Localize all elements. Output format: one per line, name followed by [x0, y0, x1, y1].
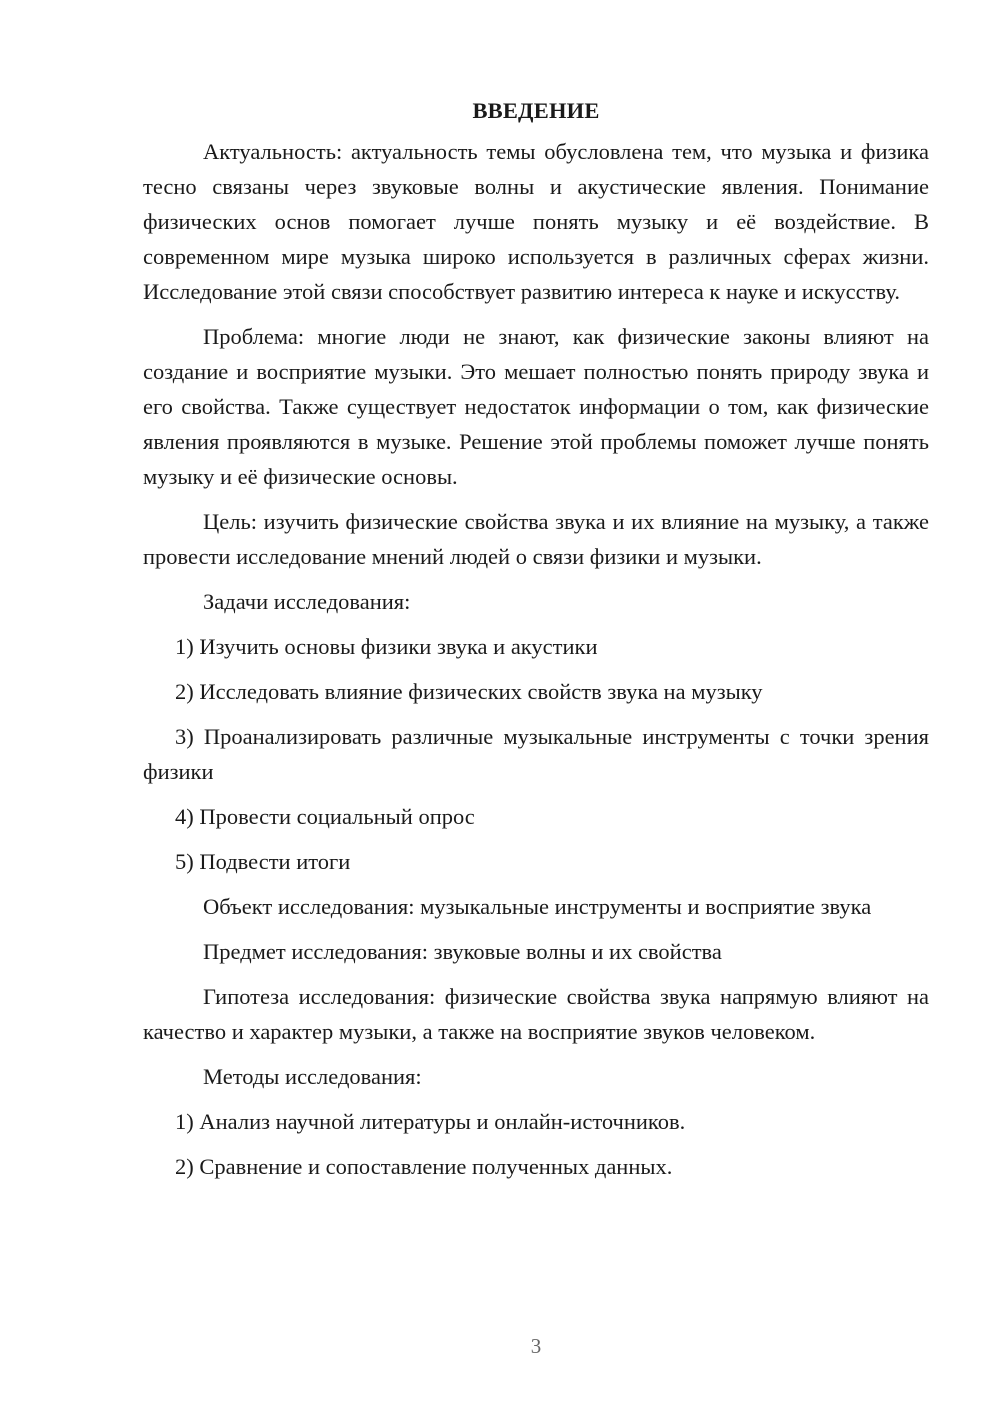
task-item: 4) Провести социальный опрос — [175, 804, 475, 829]
object-paragraph: Объект исследования: музыкальные инструменты и восприятие звука — [203, 894, 872, 919]
tasks-heading: Задачи исследования: — [203, 589, 411, 614]
method-item: 1) Анализ научной литературы и онлайн-источников. — [175, 1109, 686, 1134]
task-item: 5) Подвести итоги — [175, 849, 351, 874]
subject-paragraph: Предмет исследования: звуковые волны и их свойства — [203, 939, 722, 964]
hypothesis-paragraph: Гипотеза исследования: физические свойства звука напрямую влияют на качество и характер музыки, а также на восприятие звуков человеком. — [143, 984, 929, 1044]
page-body — [143, 96, 929, 1194]
goal-paragraph: Цель: изучить физические свойства звука и их влияние на музыку, а также провести исследование мнений людей о связи физики и музыки. — [143, 509, 929, 569]
task-item: 3) Проанализировать различные музыкальные инструменты с точки зрения физики — [143, 724, 929, 784]
problem-paragraph: Проблема: многие люди не знают, как физические законы влияют на создание и восприятие музыки. Это мешает полностью понять природу звука и его свойства. Также существует недостаток информации о том, как физические явления проявляются в музыке. Решение этой проблемы поможет лучше понять музыку и её физические основы. — [143, 324, 929, 489]
page-number: 3 — [530, 1334, 542, 1358]
task-item: 1) Изучить основы физики звука и акустики — [175, 634, 598, 659]
page-title: ВВЕДЕНИЕ — [472, 98, 600, 123]
task-item: 2) Исследовать влияние физических свойств звука на музыку — [175, 679, 763, 704]
method-item: 2) Сравнение и сопоставление полученных данных. — [175, 1154, 673, 1179]
methods-heading: Методы исследования: — [203, 1064, 422, 1089]
relevance-paragraph: Актуальность: актуальность темы обусловлена тем, что музыка и физика тесно связаны через звуковые волны и акустические явления. Понимание физических основ помогает лучше понять музыку и её воздействие. В современном мире музыка широко используется в различных сферах жизни. Исследование этой связи способствует развитию интереса к науке и искусству. — [143, 139, 929, 304]
